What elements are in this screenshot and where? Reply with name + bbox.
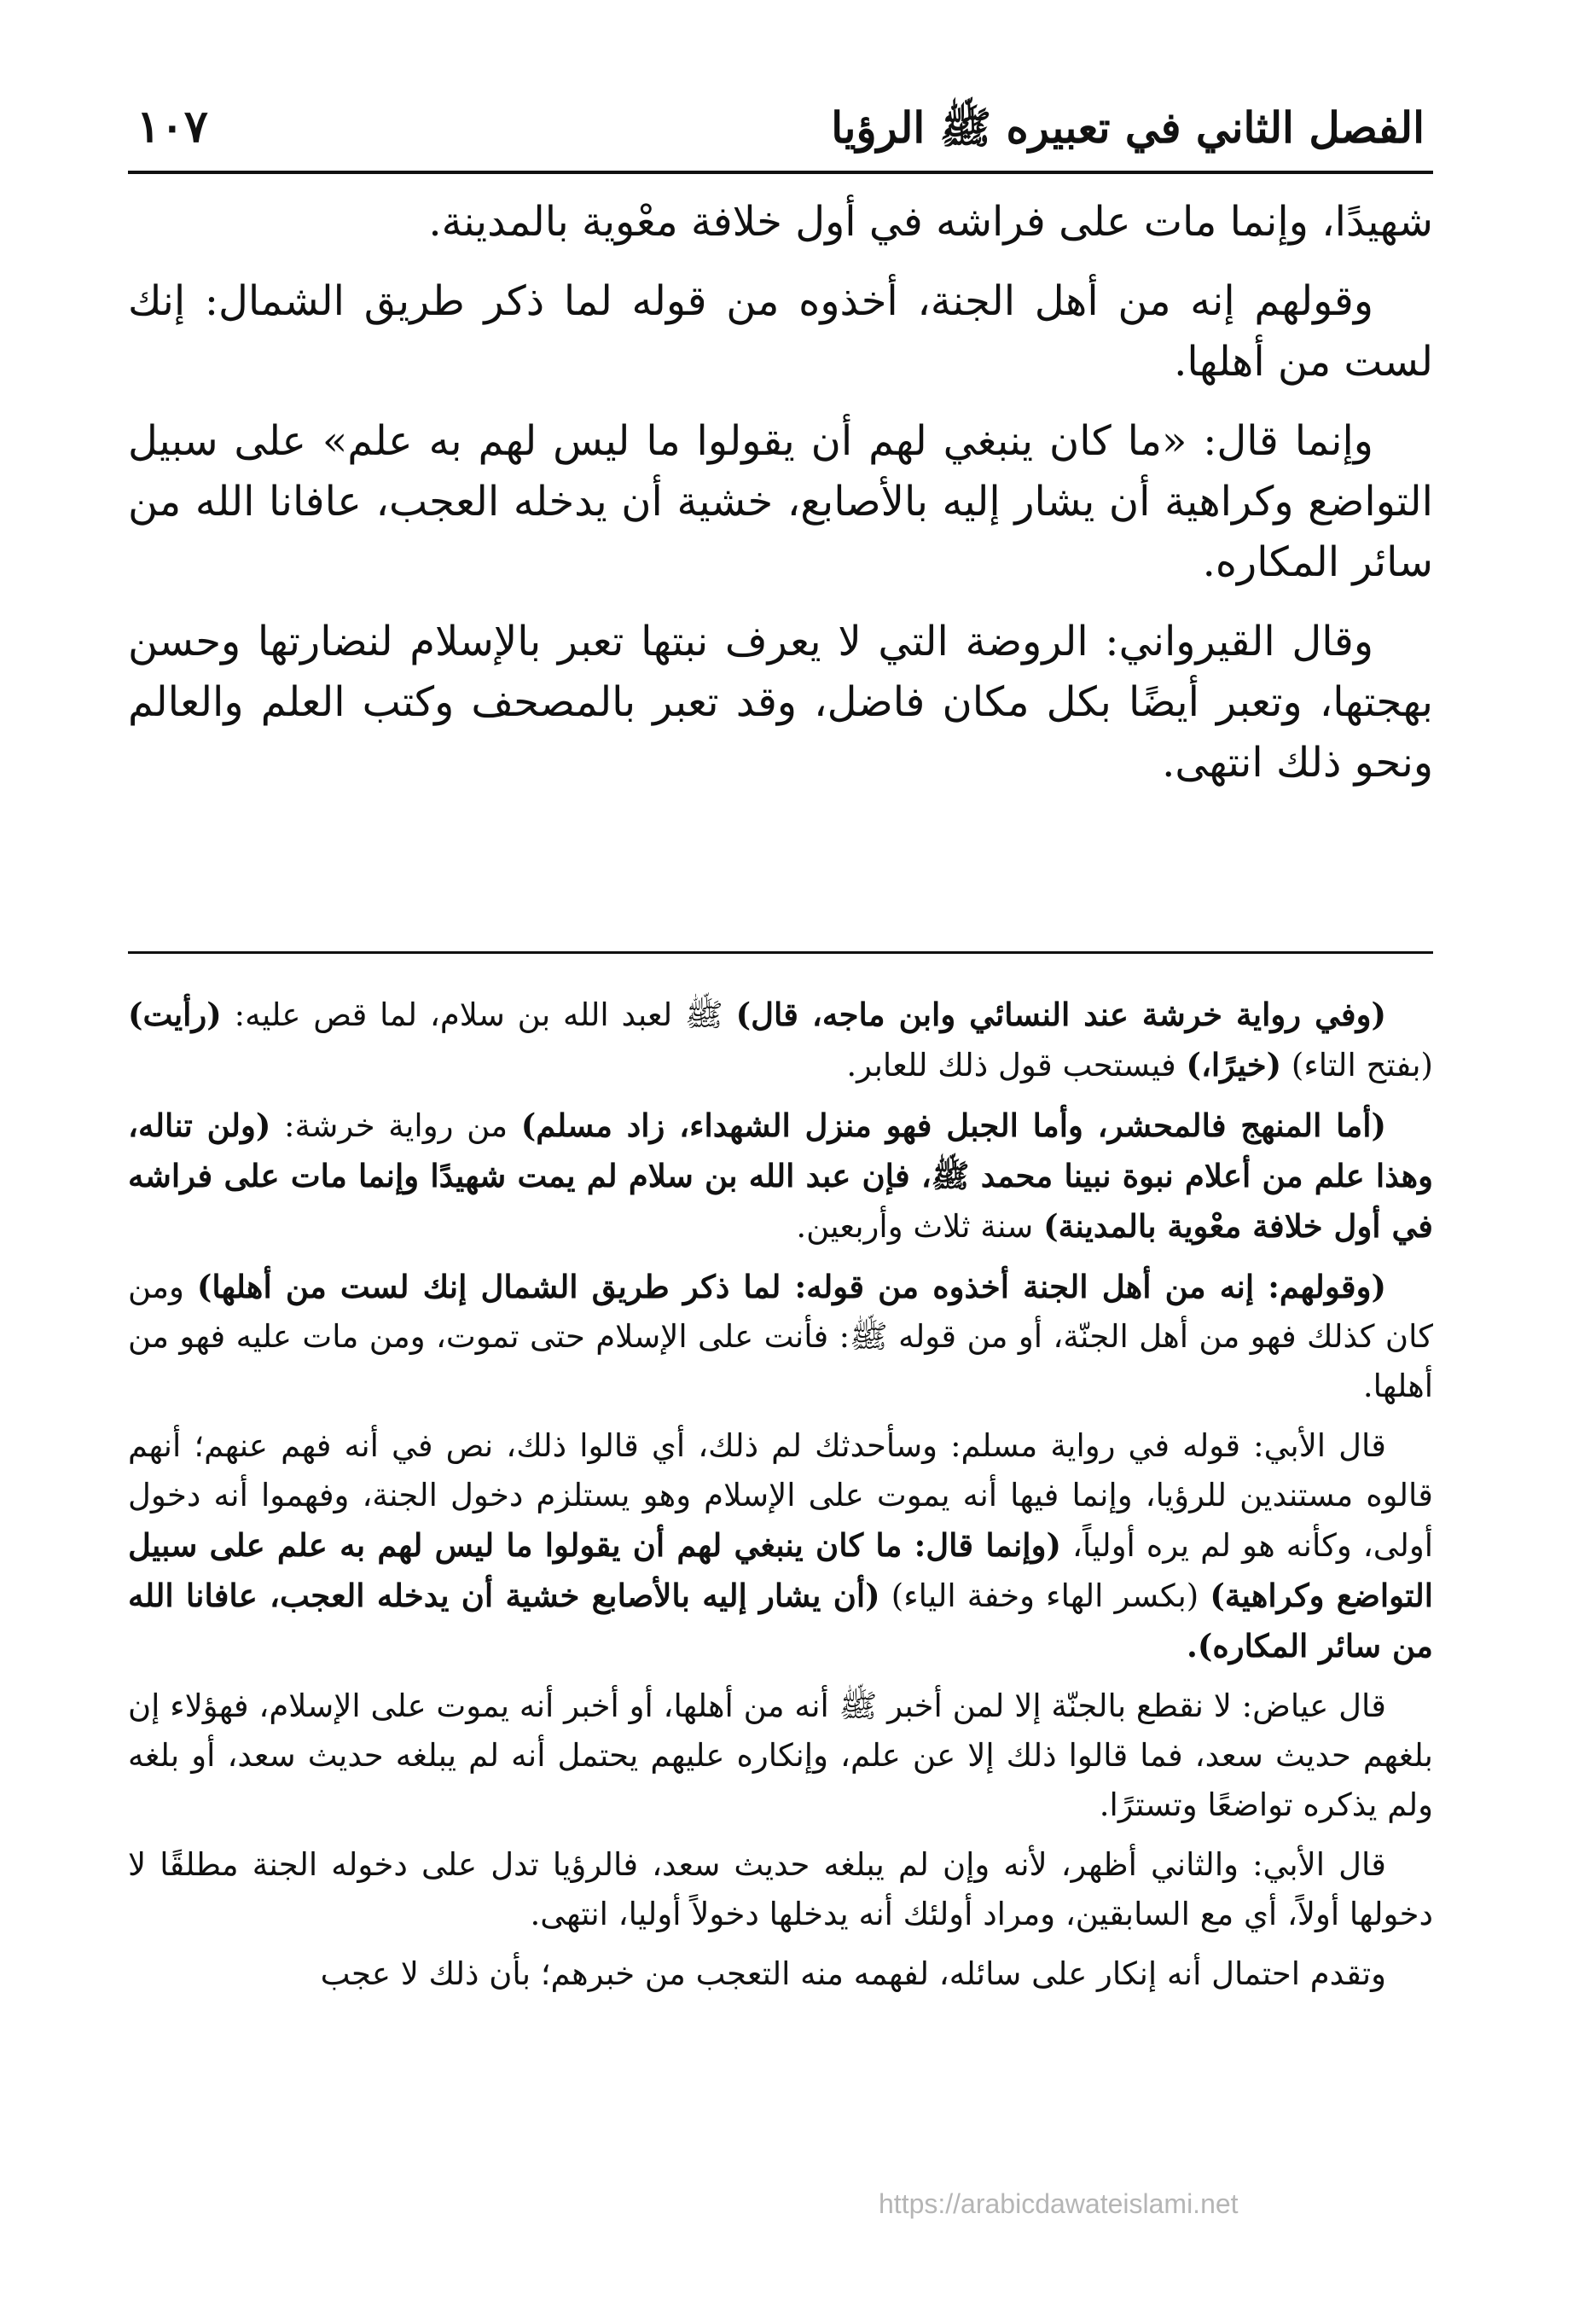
commentary-paragraph-6: قال الأبي: والثاني أظهر، لأنه وإن لم يبلغه حديث سعد، فالرؤيا تدل على دخوله الجنة مطلقًا لا دخولها أولاً، أي مع السابقين، ومراد أولئك أنه يدخلها دخولاً أوليا، انتهى. [128,1846,1433,1932]
quoted-text: (وقولهم: إنه من أهل الجنة أخذوه من قوله: لما ذكر طريق الشمال إنك لست من أهلها) [196,1268,1386,1305]
text-divider [128,951,1433,954]
explanation-text: (بكسر الهاء وخفة الياء) [879,1577,1210,1614]
quoted-text: (خيرًا،) [1186,1046,1282,1084]
main-paragraph-4: وقال القيرواني: الروضة التي لا يعرف نبتها تعبر بالإسلام لنضارتها وحسن بهجتها، وتعبر أيضًا بكل مكان فاضل، وقد تعبر بالمصحف وكتب العلم والعالم ونحو ذلك انتهى. [128,618,1433,787]
explanation-text: (بفتح التاء) [1281,1047,1433,1084]
main-text [128,192,1433,812]
commentary-text [128,990,1433,2009]
commentary-paragraph-7: وتقدم احتمال أنه إنكار على سائله، لفهمه منه التعجب من خبرهم؛ بأن ذلك لا عجب [320,1955,1386,1992]
explanation-text: قال الأبي: قوله في رواية مسلم: وسأحدثك لم ذلك، أي قالوا ذلك، نص في أنه فهم عنهم؛ أنهم قالوه مستندين للرؤيا، وإنما فيها أنه يموت على الإسلام وهو يستلزم دخول الجنة، وفهموا أنه دخول أولى، وكأنه هو لم يره أولياً، [128,1427,1433,1564]
quoted-text: (رأيت) [128,996,222,1033]
header-rule [128,171,1433,174]
explanation-text: من رواية خرشة: [270,1107,521,1144]
quoted-text: (أما المنهج فالمحشر، وأما الجبل فهو منزل الشهداء، زاد مسلم) [520,1107,1387,1144]
commentary-paragraph-1 [128,990,1433,1090]
main-paragraph-2: وقولهم إنه من أهل الجنة، أخذوه من قوله لما ذكر طريق الشمال: إنك لست من أهلها. [128,277,1433,386]
explanation-text: ومن كان كذلك فهو من أهل الجنّة، أو من قوله ﷺ: فأنت على الإسلام حتى تموت، ومن مات عليه فهو من أهلها. [128,1269,1433,1404]
chapter-title: الفصل الثاني في تعبيره ﷺ الرؤيا [831,102,1425,153]
commentary-paragraph-5: قال عياض: لا نقطع بالجنّة إلا لمن أخبر ﷺ أنه من أهلها، أو أخبر أنه يموت على الإسلام، فهؤلاء إن بلغهم حديث سعد، فما قالوا ذلك إلا عن علم، وإنكاره عليهم يحتمل أنه لم يبلغه حديث سعد، أو بلغه ولم يذكره تواضعًا وتسترًا. [128,1688,1433,1823]
quoted-text: (أن يشار إليه بالأصابع خشية أن يدخله العجب، عافانا الله من سائر المكاره). [128,1577,1433,1665]
page-header [128,85,1433,175]
quoted-text: (وإنما قال: ما كان ينبغي لهم أن يقولوا ما ليس لهم به علم على سبيل التواضع وكراهية) [128,1526,1433,1614]
commentary-paragraph-3 [128,1262,1433,1411]
explanation-text: سنة ثلاث وأربعين. [796,1208,1044,1245]
commentary-paragraph-2 [128,1101,1433,1252]
quoted-text: (ولن تناله، وهذا علم من أعلام نبوة نبينا محمد ﷺ، فإن عبد الله بن سلام لم يمت شهيدًا وإنما مات على فراشه في أول خلافة معْوية بالمدينة) [128,1107,1433,1245]
commentary-paragraph-4 [128,1421,1433,1671]
explanation-text: فيستحب قول ذلك للعابر. [846,1047,1187,1084]
main-paragraph-3: وإنما قال: «ما كان ينبغي لهم أن يقولوا ما ليس لهم به علم» على سبيل التواضع وكراهية أن يشار إليه بالأصابع، خشية أن يدخله العجب، عافانا الله من سائر المكاره. [128,417,1433,586]
quoted-text: (وفي رواية خرشة عند النسائي وابن ماجه، قال) [735,996,1386,1033]
page-number: ١٠٧ [136,101,208,153]
main-paragraph-1: شهيدًا، وإنما مات على فراشه في أول خلافة معْوية بالمدينة. [428,198,1433,246]
book-page [128,85,1433,2269]
explanation-text: ﷺ لعبد الله بن سلام، لما قص عليه: [221,996,736,1033]
watermark-url: https://arabicdawateislami.net [879,2188,1239,2219]
